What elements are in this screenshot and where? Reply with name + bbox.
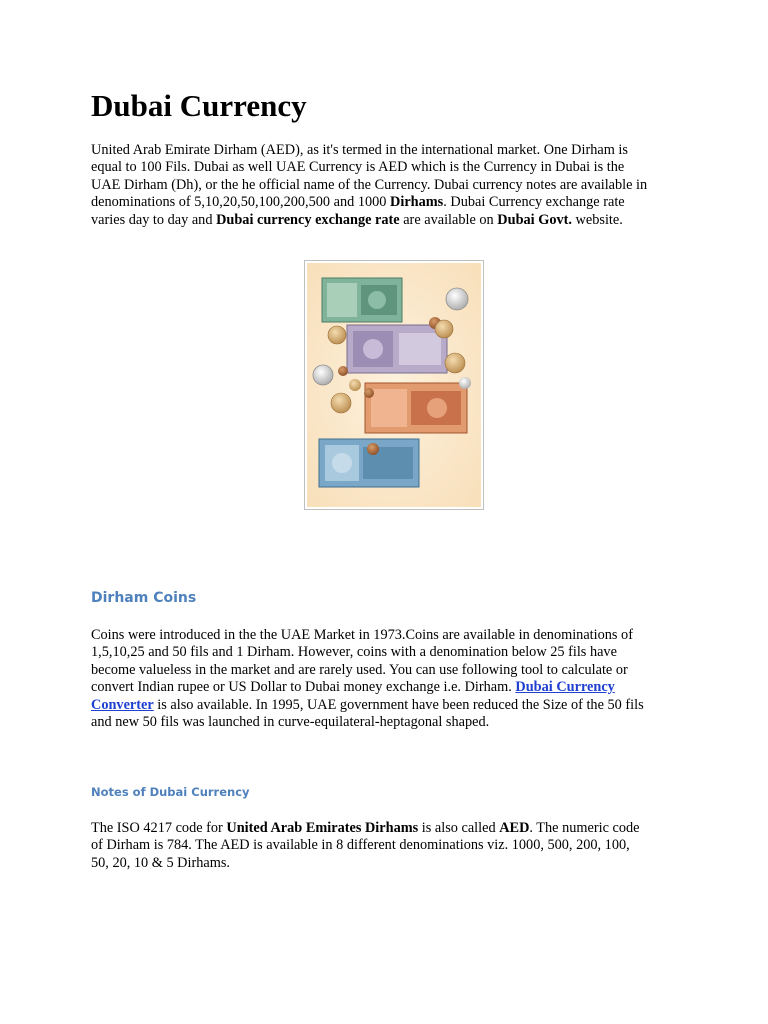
text-line: [91, 837, 691, 854]
bold-dubai-govt: Dubai Govt.: [497, 211, 572, 228]
text-run: convert Indian rupee or US Dollar to Dubai money exchange i.e. Dirham.: [91, 679, 516, 696]
text-run: varies day to day and: [91, 211, 217, 228]
text-run: 1,5,10,25 and 50 fils and 1 Dirham. However, coins with a denomination below 25 fils have: [91, 644, 617, 661]
banknote-green: [322, 278, 402, 322]
text-run: 50, 20, 10 & 5 Dirhams.: [91, 854, 230, 871]
bold-uae-dirhams: United Arab Emirates Dirhams: [226, 820, 419, 836]
text-run: is also available. In 1995, UAE government have been reduced the Size of the 50 fils: [153, 696, 644, 713]
text-line: [91, 697, 691, 714]
text-line: [91, 679, 691, 696]
text-line: [91, 194, 691, 211]
text-run: . The numeric code: [529, 820, 640, 836]
banknote-purple: [347, 325, 447, 373]
text-run: website.: [571, 211, 623, 228]
text-run: denominations of 5,10,20,50,100,200,500 and 1000: [91, 194, 391, 211]
text-run: equal to 100 Fils. Dubai as well UAE Currency is AED which is the Currency in Dubai is the: [91, 159, 625, 176]
coins-paragraph: [91, 627, 691, 731]
text-line: [91, 177, 691, 194]
dubai-currency-converter-link-continued[interactable]: Converter: [91, 696, 154, 713]
text-line: [91, 212, 691, 229]
text-run: UAE Dirham (Dh), or the he official name of the Currency. Dubai currency notes are available in: [91, 176, 648, 193]
text-run: . Dubai Currency exchange rate: [443, 194, 625, 211]
dirham-coins-heading: Dirham Coins: [91, 590, 197, 606]
text-run: and new 50 fils was launched in curve-equilateral-heptagonal shaped.: [91, 714, 490, 731]
text-run: United Arab Emirate Dirham (AED), as it's termed in the international market. One Dirham is: [91, 142, 628, 158]
text-line: [91, 627, 691, 644]
notes-paragraph: [91, 820, 691, 872]
bold-exchange-rate: Dubai currency exchange rate: [216, 211, 400, 228]
text-run: The ISO 4217 code for: [91, 820, 227, 836]
text-run: Coins were introduced in the the UAE Market in 1973.Coins are available in denominations of: [91, 627, 633, 643]
dubai-currency-converter-link[interactable]: Dubai Currency: [515, 679, 615, 696]
text-line: [91, 662, 691, 679]
text-line: [91, 159, 691, 176]
notes-heading: Notes of Dubai Currency: [91, 785, 250, 799]
currency-illustration: [307, 263, 481, 507]
page-title: Dubai Currency: [91, 88, 307, 123]
bold-dirhams: Dirhams: [390, 194, 444, 211]
text-run: become valueless in the market and are rarely used. You can use following tool to calculate or: [91, 661, 628, 678]
text-run: is also called: [418, 820, 500, 836]
banknote-orange: [365, 383, 467, 433]
text-line: [91, 644, 691, 661]
text-line: [91, 820, 691, 837]
currency-image: [304, 260, 484, 510]
text-line: [91, 855, 691, 872]
text-line: [91, 142, 691, 159]
text-run: of Dirham is 784. The AED is available in 8 different denominations viz. 1000, 500, 200, 100,: [91, 837, 630, 854]
text-line: [91, 714, 691, 731]
bold-aed: AED: [499, 820, 530, 836]
text-run: are available on: [399, 211, 498, 228]
intro-paragraph: [91, 142, 691, 229]
